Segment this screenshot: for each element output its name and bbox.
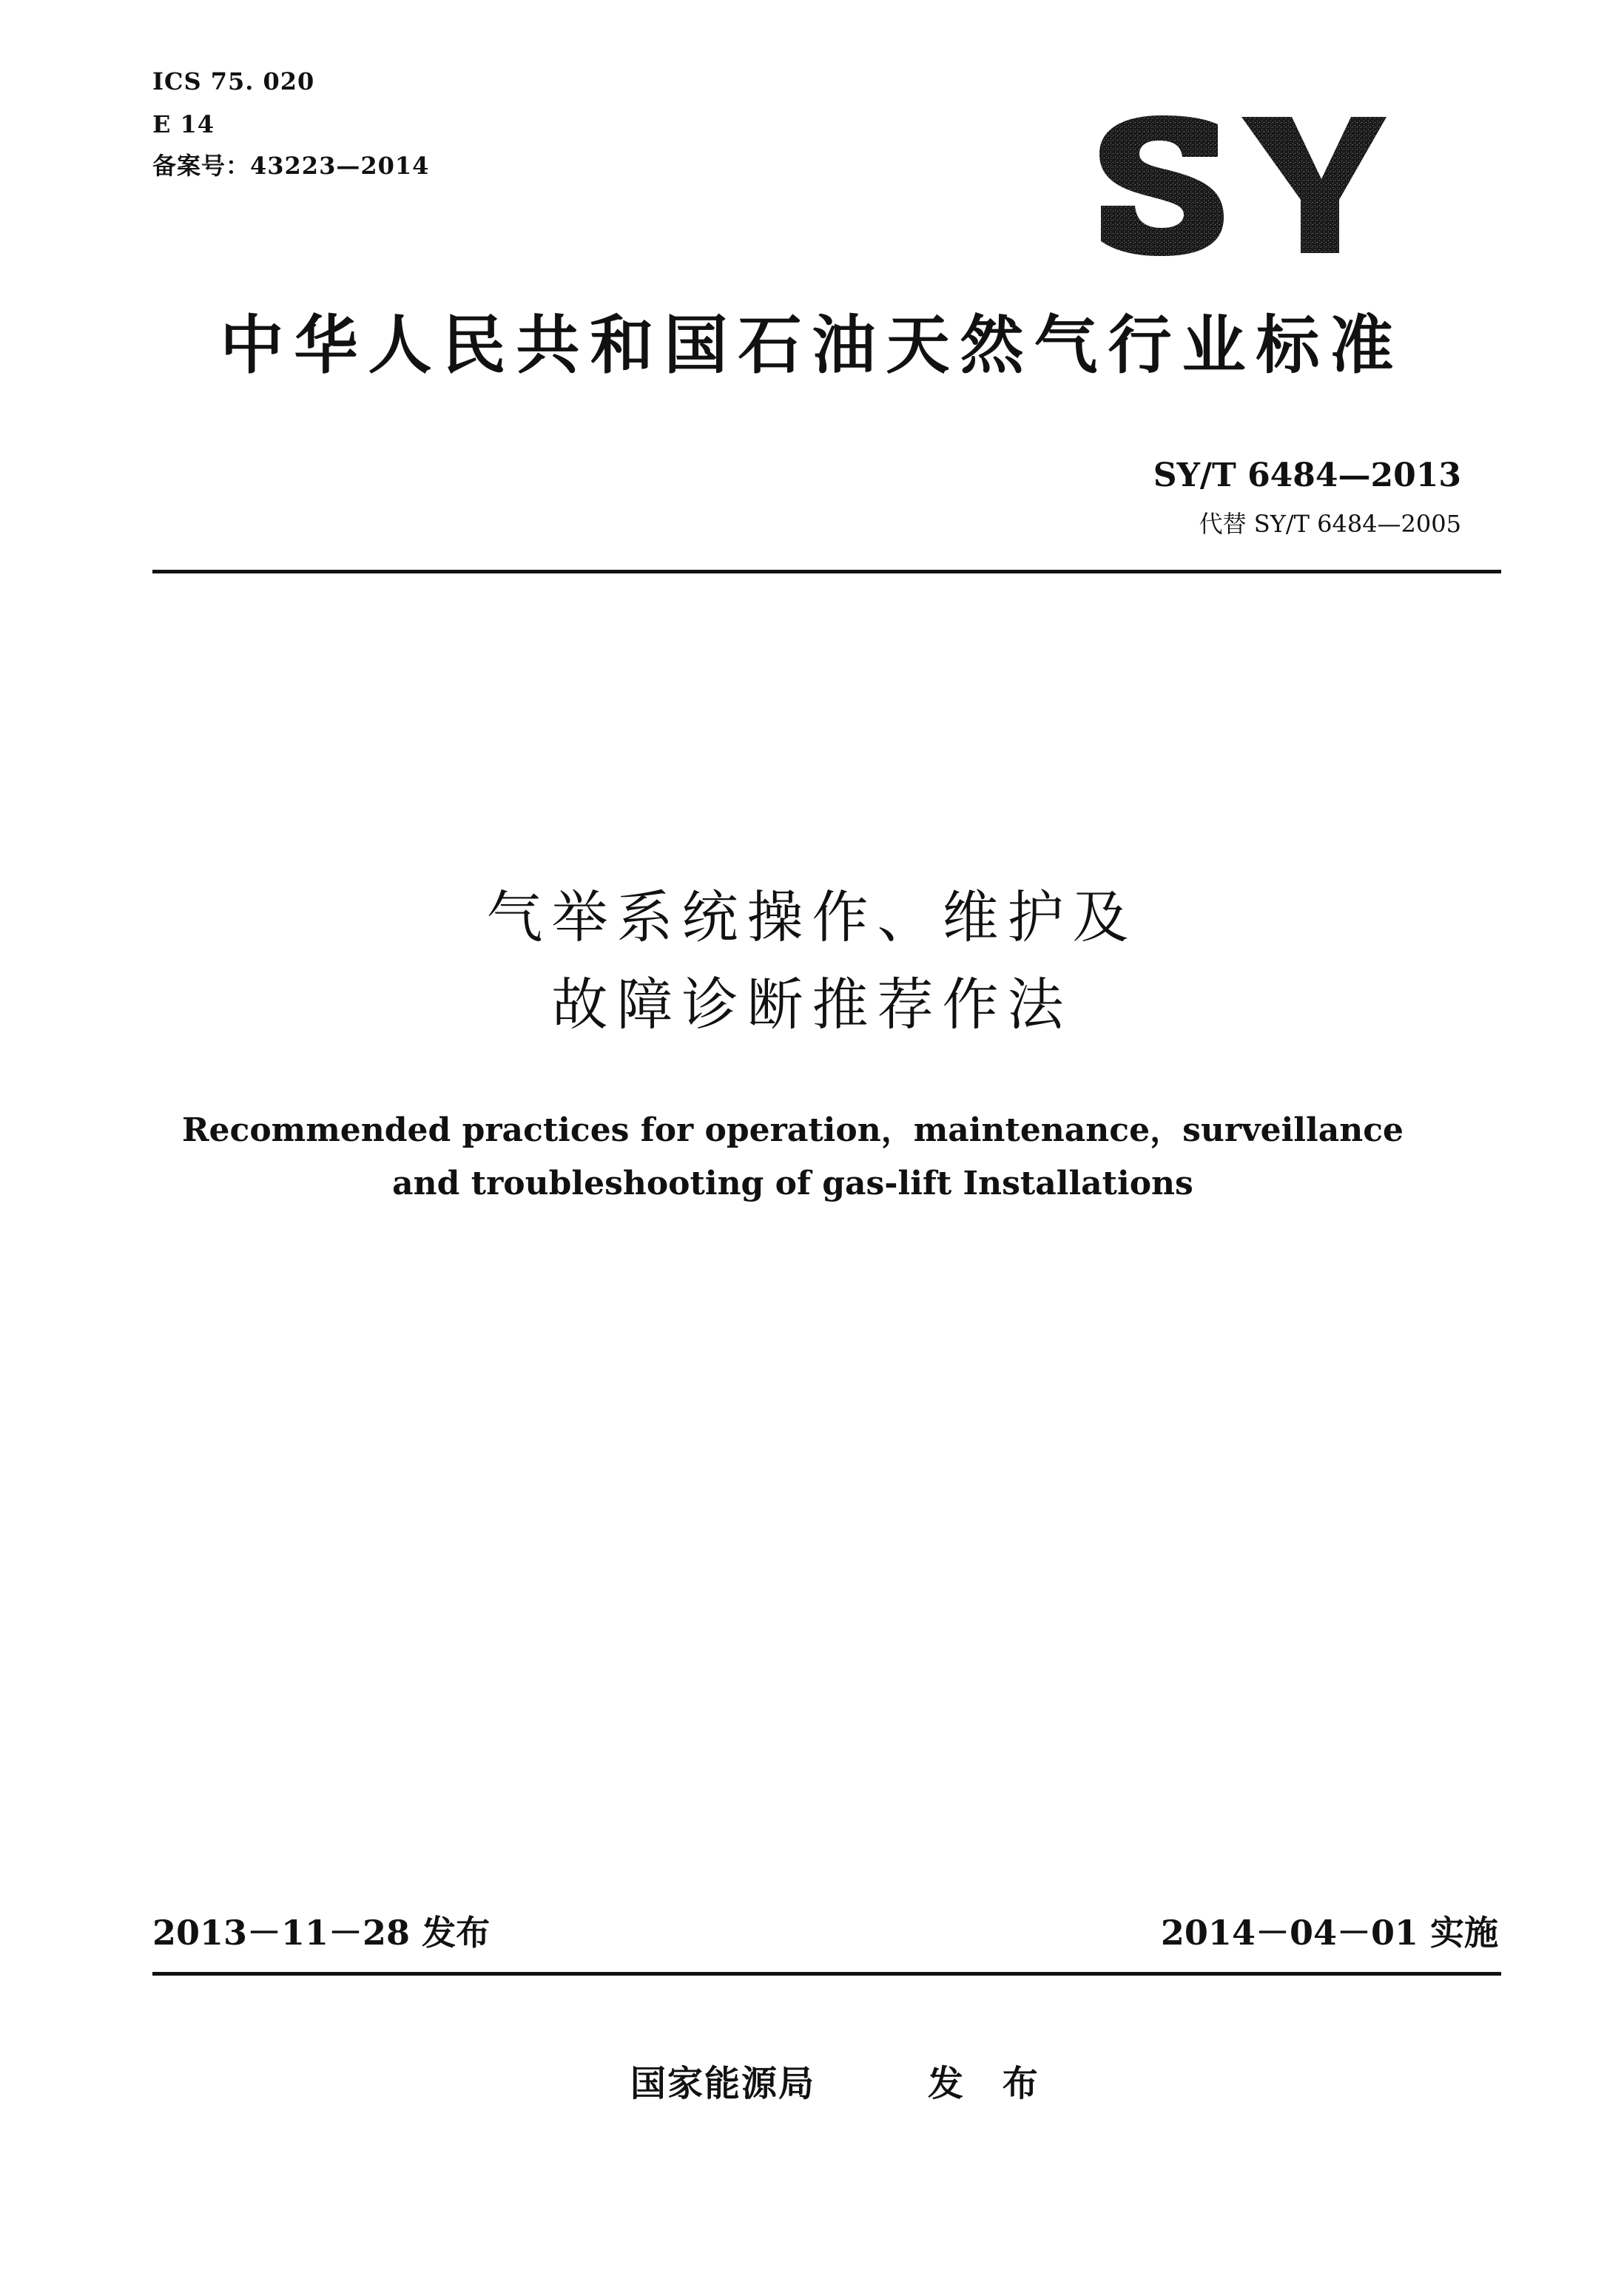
- implementation-date: 2014－04－01 实施: [1160, 1913, 1498, 1953]
- standard-number: SY/T 6484—2013: [1153, 457, 1461, 494]
- title-chinese-line-1: 气举系统操作、维护及: [486, 884, 1138, 950]
- title-english-line-1: Recommended practices for operation，maintenance，surveillance: [181, 1111, 1404, 1149]
- filing-number: 备案号：43223—2014: [152, 152, 430, 180]
- footer-divider: [152, 1972, 1501, 1976]
- title-english-line-2: and troubleshooting of gas-lift Installations: [392, 1165, 1193, 1202]
- issuing-authority: 国家能源局: [630, 2063, 816, 2104]
- standard-category-heading: 中华人民共和国石油天然气行业标准: [220, 309, 1404, 383]
- header-divider: [152, 570, 1501, 573]
- publish-label: 发 布: [928, 2063, 1051, 2104]
- sy-logo-icon: [1088, 111, 1391, 259]
- issue-date: 2013－11－28 发布: [152, 1913, 491, 1953]
- ccs-code: E 14: [152, 110, 215, 138]
- title-chinese-line-2: 故障诊断推荐作法: [551, 972, 1073, 1037]
- ics-code: ICS 75. 020: [152, 67, 315, 95]
- replaced-standard: 代替 SY/T 6484—2005: [1199, 510, 1461, 538]
